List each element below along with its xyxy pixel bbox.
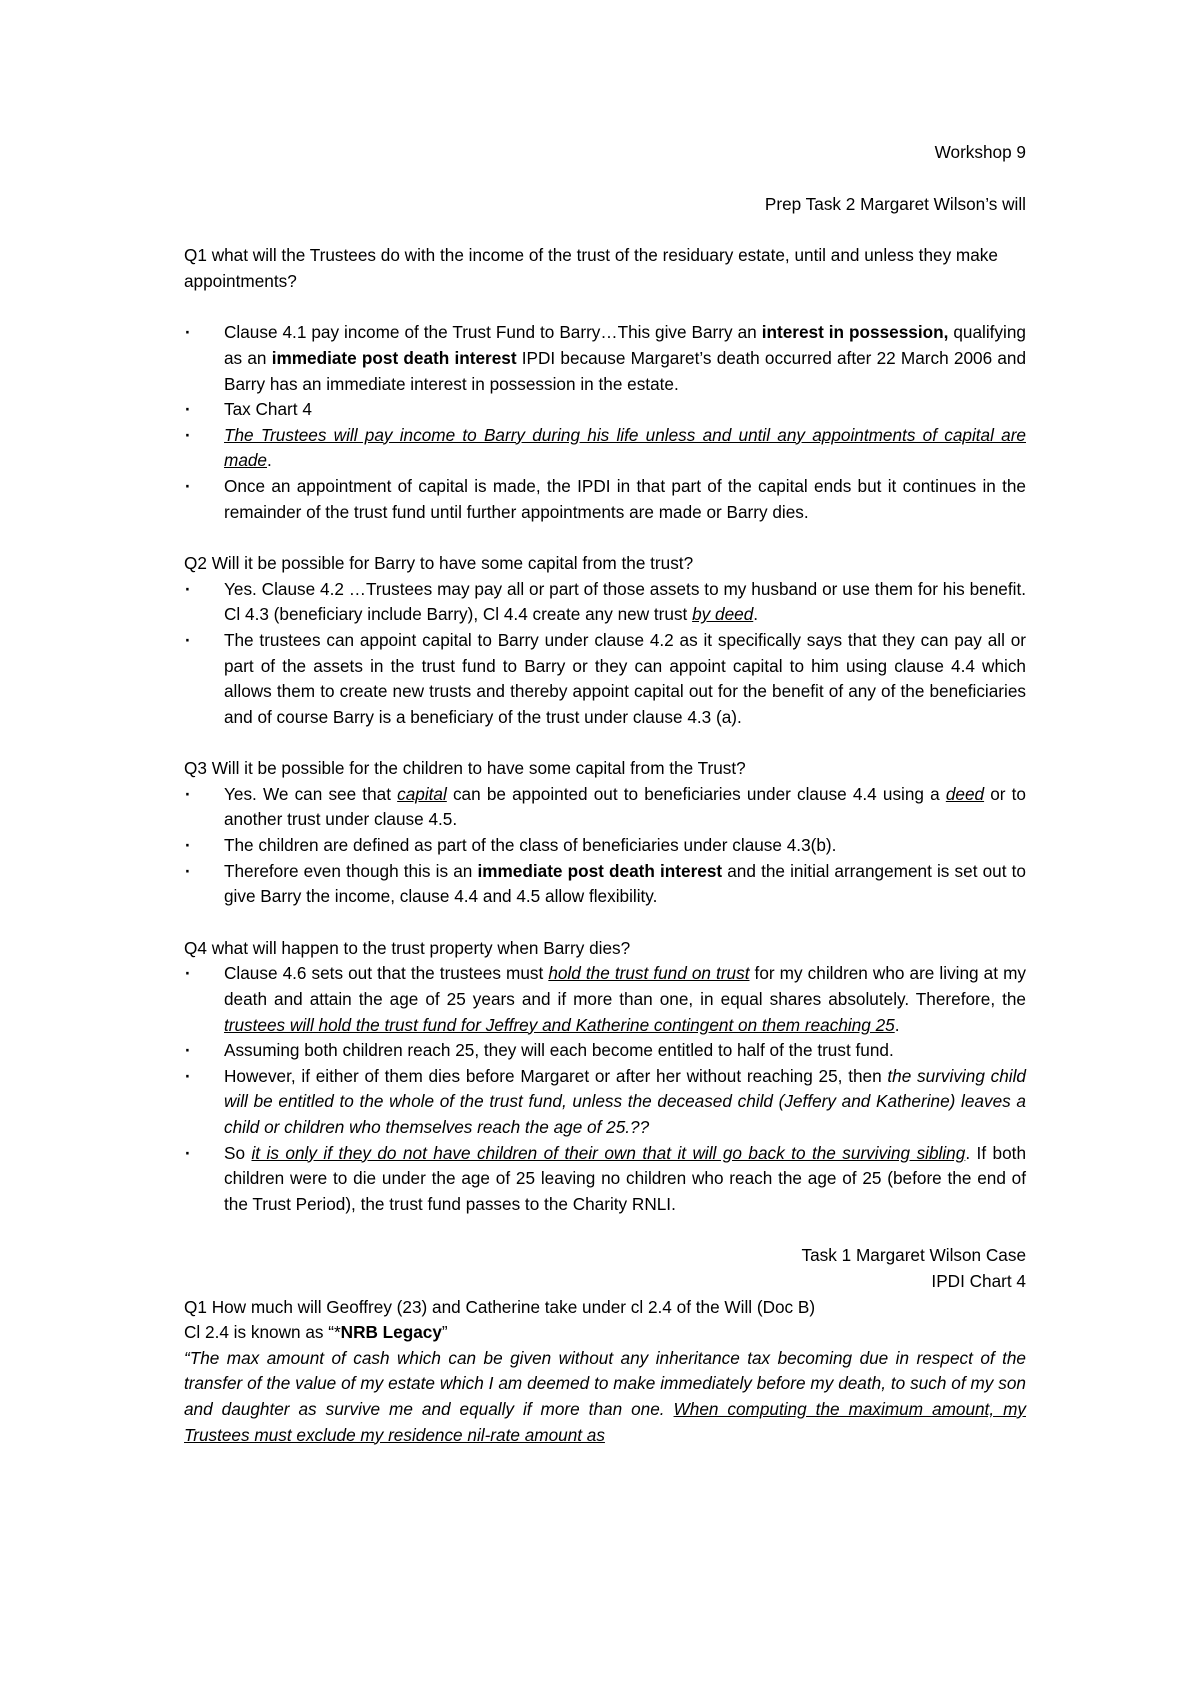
q2-bullet-2: · The trustees can appoint capital to Barry under clause 4.2 as it specifically says that they can pay all or part of the assets in the trust fund to Barry or they can appoint capital to him using clause 4.4 which allows them to create new trusts and thereby appoint capital out for the benefit of any of the beneficiaries and of course Barry is a beneficiary of the trust under clause 4.3 (a). [184,628,1026,730]
task1-title: Task 1 Margaret Wilson Case [801,1245,1026,1266]
q3-bullet-list [184,782,1026,910]
q1-bullet-list [184,320,1026,525]
q2-question: Q2 Will it be possible for Barry to have some capital from the trust? [184,553,694,574]
q3-bullet-2: · The children are defined as part of the class of beneficiaries under clause 4.3(b). [184,833,1026,859]
q2-bullet-list [184,577,1026,731]
q1-bullet-3: · The Trustees will pay income to Barry during his life unless and until any appointments of capital are made. [184,423,1026,474]
task1-question: Q1 How much will Geoffrey (23) and Catherine take under cl 2.4 of the Will (Doc B) [184,1296,816,1317]
workshop-heading: Workshop 9 [934,142,1026,162]
document-page [184,140,1026,1448]
prep-task-heading: Prep Task 2 Margaret Wilson’s will [764,193,1026,214]
q3-bullet-3: · Therefore even though this is an immediate post death interest and the initial arrangement is set out to give Barry the income, clause 4.4 and 4.5 allow flexibility. [184,859,1026,910]
q1-bullet-4: · Once an appointment of capital is made, the IPDI in that part of the capital ends but it continues in the remainder of the trust fund until further appointments are made or Barry dies. [184,474,1026,525]
task1-quote: “The max amount of cash which can be given without any inheritance tax becoming due in respect of the transfer of the value of my estate which I am deemed to make immediately before my death, to such of my son and daughter as survive me and equally if more than one. When computing the maximum amount, my Trustees must exclude my residence nil-rate amount as [184,1347,1026,1445]
q4-bullet-2: · Assuming both children reach 25, they will each become entitled to half of the trust fund. [184,1038,1026,1064]
q4-question: Q4 what will happen to the trust property when Barry dies? [184,937,631,958]
q4-bullet-1: · Clause 4.6 sets out that the trustees must hold the trust fund on trust for my children who are living at my death and attain the age of 25 years and if more than one, in equal shares absolutely. Therefore, the trustees will hold the trust fund for Jeffrey and Katherine contingent on them reaching 25. [184,961,1026,1038]
q3-question: Q3 Will it be possible for the children to have some capital from the Trust? [184,758,746,779]
task1-subtitle: IPDI Chart 4 [931,1270,1026,1291]
q1-bullet-2: · Tax Chart 4 [184,397,1026,423]
q1-question: Q1 what will the Trustees do with the income of the trust of the residuary estate, until and unless they make appointments? [184,245,998,291]
q4-bullet-4: · So it is only if they do not have children of their own that it will go back to the surviving sibling. If both children were to die under the age of 25 leaving no children who reach the age of 25 (before the end of the Trust Period), the trust fund passes to the Charity RNLI. [184,1141,1026,1218]
q3-bullet-1: · Yes. We can see that capital can be appointed out to beneficiaries under clause 4.4 using a deed or to another trust under clause 4.5. [184,782,1026,833]
q4-bullet-list [184,961,1026,1217]
task1-known-as: Cl 2.4 is known as “*NRB Legacy” [184,1322,448,1343]
q2-bullet-1: · Yes. Clause 4.2 …Trustees may pay all or part of those assets to my husband or use them for his benefit. Cl 4.3 (beneficiary include Barry), Cl 4.4 create any new trust by deed. [184,577,1026,628]
q4-bullet-3: · However, if either of them dies before Margaret or after her without reaching 25, then the surviving child will be entitled to the whole of the trust fund, unless the deceased child (Jeffery and Katherine) leaves a child or children who themselves reach the age of 25.?? [184,1064,1026,1141]
q1-bullet-1: · Clause 4.1 pay income of the Trust Fund to Barry…This give Barry an interest in possession, qualifying as an immediate post death interest IPDI because Margaret’s death occurred after 22 March 2006 and Barry has an immediate interest in possession in the estate. [184,320,1026,397]
